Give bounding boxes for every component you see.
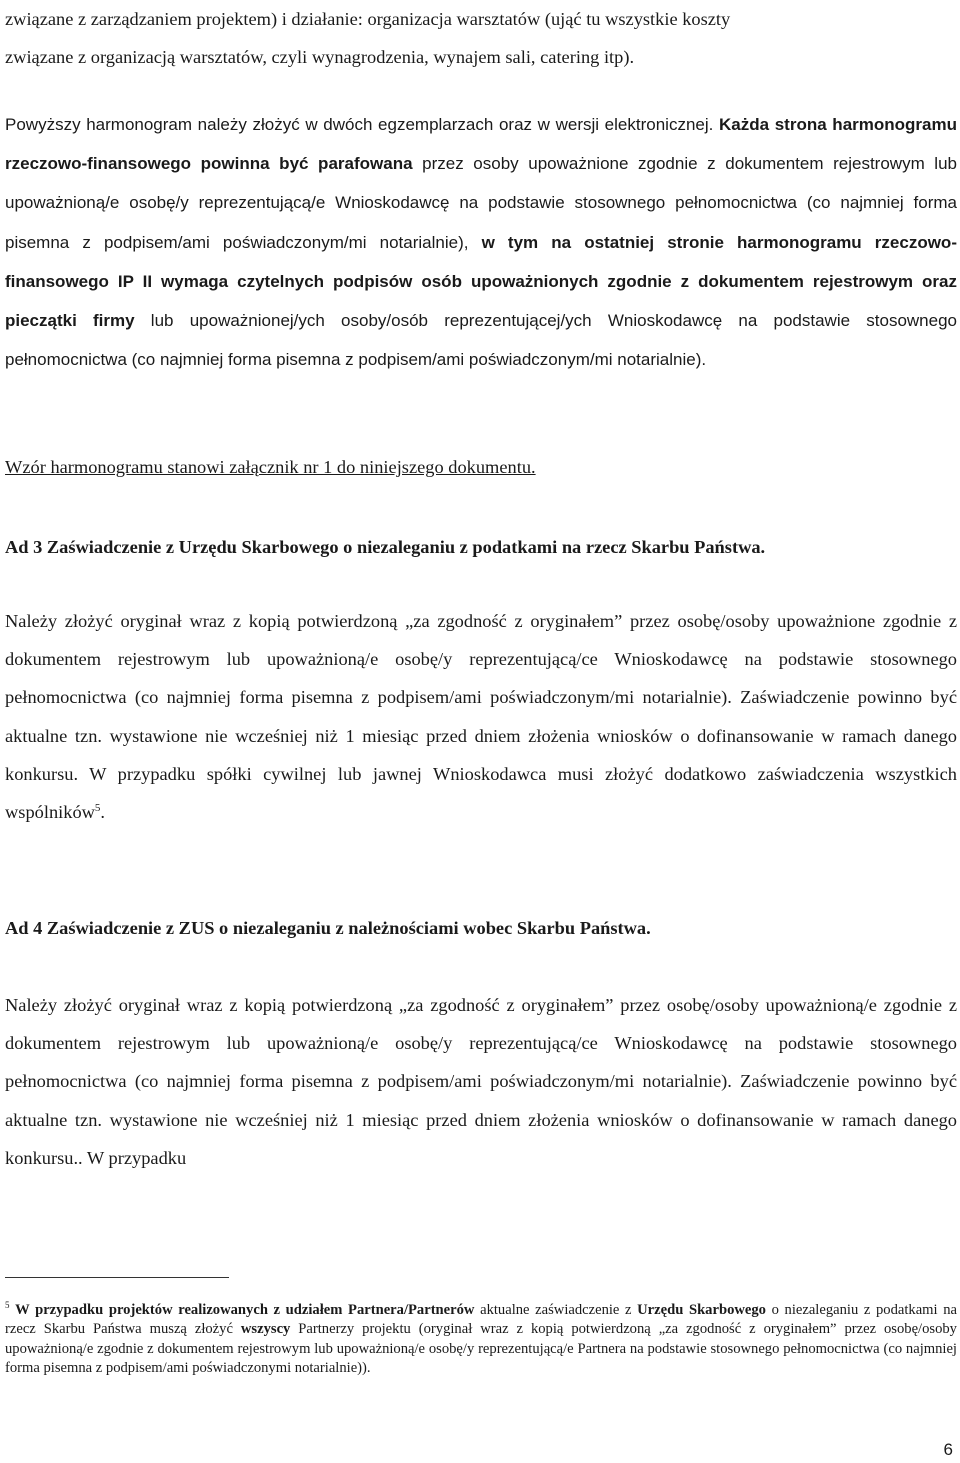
ad3-text: Należy złożyć oryginał wraz z kopią potwierdzoną „za zgodność z oryginałem” przez osobę/osoby upoważnione zgodnie z dokumentem rejestrowym lub upoważnioną/e osobę/y reprezentującą/ce Wnioskodawcę na podstawie stosownego pełnomocnictwa (co najmniej forma pisemna z podpisem/ami poświadczonym/mi notarialnie). Zaświadczenie powinno być aktualne tzn. wystawione nie wcześniej niż 1 miesiąc przed dniem złożenia wniosków o dofinansowanie w ramach danego konkursu. W przypadku spółki cywilnej lub jawnej Wnioskodawca musi złożyć dodatkowo zaświadczenia wszystkich wspólników: [5, 611, 957, 823]
footnote-bold-2: Urzędu Skarbowego: [637, 1302, 766, 1318]
heading-ad3: Ad 3 Zaświadczenie z Urzędu Skarbowego o niezaleganiu z podatkami na rzecz Skarbu Państwa.: [5, 537, 766, 557]
continuation-line-2: związane z organizacją warsztatów, czyli wynagrodzenia, wynajem sali, catering itp).: [5, 47, 635, 68]
harmonogram-end: lub upoważnionej/ych osoby/osób reprezentującej/ych Wnioskodawcę na podstawie stosownego pełnomocnictwa (co najmniej forma pisemna z podpisem/ami poświadczonym/mi notarialnie).: [5, 311, 957, 370]
harmonogram-bold-1: Każda strona harmonogramu rzeczowo-finansowego powinna być parafowana: [5, 115, 957, 174]
ad3-end: .: [100, 802, 106, 823]
harmonogram-paragraph: [5, 105, 957, 379]
footnote-5: [5, 1301, 957, 1379]
footnote-bold-1: W przypadku projektów realizowanych z udziałem Partnera/Partnerów: [15, 1302, 475, 1318]
harmonogram-intro: Powyższy harmonogram należy złożyć w dwóch egzemplarzach oraz w wersji elektronicznej.: [5, 115, 719, 134]
harmonogram-mid: przez osoby upoważnione zgodnie z dokumentem rejestrowym lub upoważnioną/e osobę/y reprezentującą/e Wnioskodawcę na podstawie stosownego pełnomocnictwa (co najmniej forma pisemna z podpisem/ami poświadczonym/mi notarialnie),: [5, 154, 957, 252]
template-note-text: Wzór harmonogramu stanowi załącznik nr 1 do niniejszego dokumentu.: [5, 457, 536, 477]
footnote-bold-3: wszyscy: [240, 1321, 291, 1338]
footnote-ref-5[interactable]: 5: [94, 802, 101, 815]
harmonogram-bold-2: w tym na ostatniej stronie harmonogramu rzeczowo-finansowego IP II wymaga czytelnych podpisów osób upoważnionych zgodnie z dokumentem rejestrowym oraz pieczątki firmy: [5, 232, 957, 331]
template-note: [5, 455, 957, 479]
ad4-text: Należy złożyć oryginał wraz z kopią potwierdzoną „za zgodność z oryginałem” przez osobę/osoby upoważnioną/e zgodnie z dokumentem rejestrowym lub upoważnioną/e osobę/y reprezentującą/ce Wnioskodawcę na podstawie stosownego pełnomocnictwa (co najmniej forma pisemna z podpisem/ami poświadczonym/mi notarialnie). Zaświadczenie powinno być aktualne tzn. wystawione nie wcześniej niż 1 miesiąc przed dniem złożenia wniosków o dofinansowanie w ramach danego konkursu.. W przypadku: [5, 995, 957, 1168]
continuation-paragraph: [5, 0, 957, 76]
ad4-paragraph: [5, 986, 957, 1177]
footnote-separator: [5, 1277, 229, 1278]
footnote-text-2: o niezaleganiu z podatkami na rzecz Skarbu Państwa muszą złożyć: [5, 1302, 957, 1338]
footnote-number: 5: [5, 1300, 10, 1310]
continuation-line-1: związane z zarządzaniem projektem) i działanie: organizacja warsztatów (ująć tu wszystkie koszty: [5, 9, 731, 29]
footnote-text-3: Partnerzy projektu (oryginał wraz z kopią potwierdzoną „za zgodność z oryginałem” przez osobę/osoby upoważnioną/e zgodnie z dokumentem rejestrowym lub upoważnioną/e osobę/y reprezentującą/e Partnera na podstawie stosownego pełnomocnictwa (co najmniej forma pisemna z podpisem/ami poświadczonymi notarialnie)).: [5, 1321, 957, 1377]
ad3-paragraph: [5, 602, 957, 831]
footnote-text-1: aktualne zaświadczenie z: [474, 1302, 638, 1318]
heading-ad4: Ad 4 Zaświadczenie z ZUS o niezaleganiu z należnościami wobec Skarbu Państwa.: [5, 918, 651, 938]
page-number: 6: [943, 1440, 953, 1459]
